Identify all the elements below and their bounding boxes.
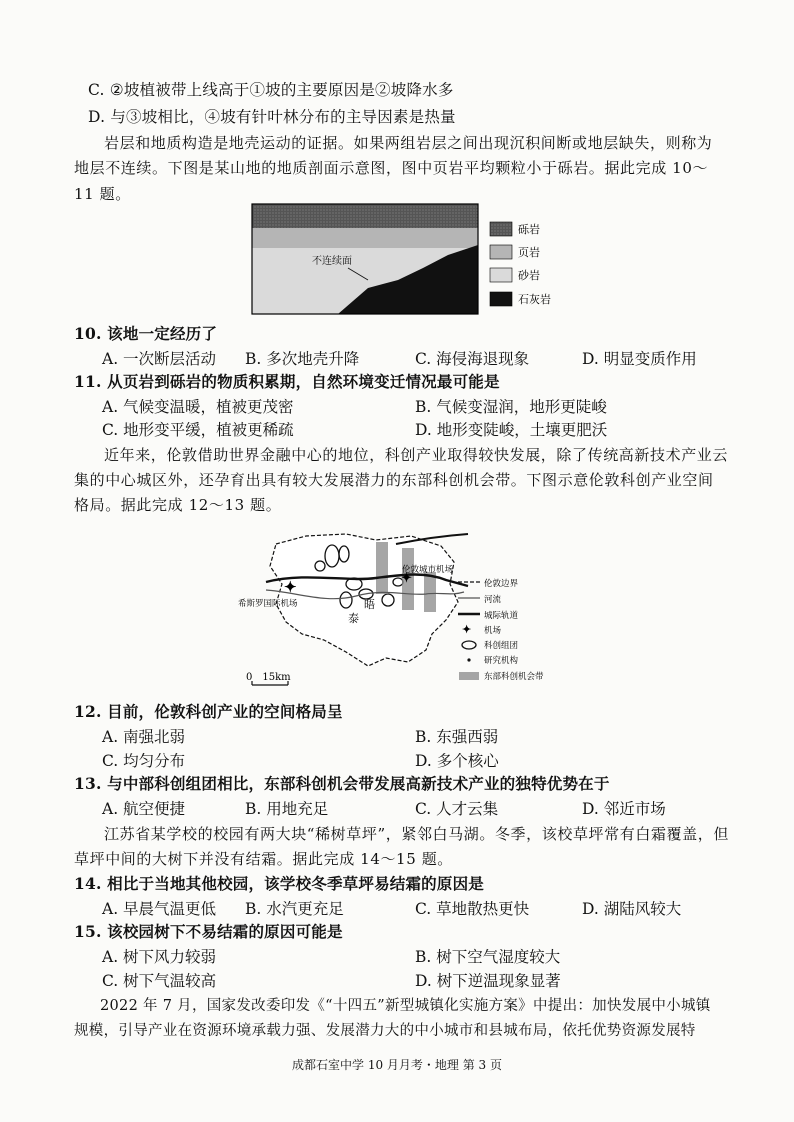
legend-limestone: 石灰岩 [518,293,551,306]
east-opportunity-belt [376,542,388,594]
q14-option-c: C. 草地散热更快 [415,900,530,918]
intro-paragraph-2-line3: 格局。据此完成 12～13 题。 [74,496,282,514]
q11-option-c: C. 地形变平缓，植被更稀疏 [102,421,294,439]
q10-option-d: D. 明显变质作用 [582,350,697,368]
q11-option-d: D. 地形变陡峻，土壤更肥沃 [415,421,608,439]
city-airport-icon: ✦ [401,571,412,586]
q12-option-d: D. 多个核心 [415,752,499,770]
question-11: 11. 从页岩到砾岩的物质积累期，自然环境变迁情况最可能是 [74,372,500,391]
legend-rail: 城际轨道 [484,611,519,621]
q14-option-a: A. 早晨气温更低 [102,900,217,918]
legend-research: 研究机构 [484,656,519,666]
q15-option-b: B. 树下空气湿度较大 [415,948,561,966]
intro-paragraph-3-line2: 草坪中间的大树下并没有结霜。据此完成 14～15 题。 [74,850,453,868]
q15-option-c: C. 树下气温较高 [102,972,217,990]
thames-label-wu: 晤 [364,598,375,611]
q13-option-b: B. 用地充足 [245,800,329,818]
intro-paragraph-2: 近年来，伦敦借助世界金融中心的地位，科创产业取得较快发展，除了传统高新技术产业云 [104,446,729,464]
question-12: 12. 目前，伦敦科创产业的空间格局呈 [74,702,343,721]
q10-option-c: C. 海侵海退现象 [415,350,530,368]
q15-option-a: A. 树下风力较弱 [102,948,217,966]
question-15: 15. 该校园树下不易结霜的原因可能是 [74,922,343,941]
q10-option-b: B. 多次地壳升降 [245,350,360,368]
page-footer: 成都石室中学 10 月月考・地理 第 3 页 [292,1058,502,1072]
intro-paragraph-4: 2022 年 7 月，国家发改委印发《“十四五”新型城镇化实施方案》中提出：加快发展中小城镇 [100,998,711,1014]
intro-paragraph-1-line2: 地层不连续。下图是某山地的地质剖面示意图，图中页岩平均颗粒小于砾岩。据此完成 10～ [74,159,709,177]
legend-tech-cluster: 科创组团 [484,641,519,651]
q14-option-d: D. 湖陆风较大 [582,900,682,918]
q13-option-d: D. 邻近市场 [582,800,666,818]
london-map-figure [236,522,576,692]
legend-airport-icon: ✦ [462,623,472,636]
legend-conglomerate: 砾岩 [518,223,540,236]
east-opportunity-belt [424,572,436,612]
option-d-q9: D. 与③坡相比，④坡有针叶林分布的主导因素是热量 [88,108,456,126]
question-13: 13. 与中部科创组团相比，东部科创机会带发展高新技术产业的独特优势在于 [74,774,610,793]
heathrow-airport-icon: ✦ [284,578,297,596]
question-14: 14. 相比于当地其他校园，该学校冬季草坪易结霜的原因是 [74,874,484,893]
q10-option-a: A. 一次断层活动 [102,350,217,368]
shale-layer [252,228,478,248]
q13-option-a: A. 航空便捷 [102,800,186,818]
unconformity-label: 不连续面 [312,256,352,267]
heathrow-airport-label: 希斯罗国际机场 [238,599,298,609]
q12-option-b: B. 东强西弱 [415,728,499,746]
legend-shale: 页岩 [518,246,540,259]
option-c-q9: C. ②坡植被带上线高于①坡的主要原因是②坡降水多 [88,81,454,99]
intro-paragraph-1-line3: 11 题。 [74,185,131,203]
legend-river: 河流 [484,595,502,605]
question-10: 10. 该地一定经历了 [74,324,218,343]
thames-label-tai: 泰 [348,612,359,625]
q14-option-b: B. 水汽更充足 [245,900,344,918]
q12-option-c: C. 均匀分布 [102,752,186,770]
intro-paragraph-3: 江苏省某学校的校园有两大块“稀树草坪”，紧邻白马湖。冬季，该校草坪常有白霜覆盖，但 [104,825,729,843]
q12-option-a: A. 南强北弱 [102,728,186,746]
legend-east-belt: 东部科创机会带 [484,672,544,682]
legend-sandstone: 砂岩 [518,269,540,282]
intro-paragraph-1: 岩层和地质构造是地壳运动的证据。如果两组岩层之间出现沉积间断或地层缺失，则称为 [104,134,713,152]
intro-paragraph-2-line2: 集的中心城区外，还孕育出具有较大发展潜力的东部科创机会带。下图示意伦敦科创产业空间 [74,471,714,489]
intro-paragraph-4-line2: 规模，引导产业在资源环境承载力强、发展潜力大的中小城市和县城布局，依托优势资源发展特 [74,1023,696,1039]
map-scale: 0 15km [246,672,291,683]
q11-option-a: A. 气候变温暖，植被更茂密 [102,398,294,416]
london-city-airport-label: 伦敦城市机场 [402,565,454,575]
q11-option-b: B. 气候变湿润，地形更陡峻 [415,398,607,416]
legend-airport: 机场 [484,626,502,636]
geologic-section-figure [248,200,578,322]
conglomerate-layer [252,204,478,228]
legend-boundary: 伦敦边界 [484,579,519,589]
q15-option-d: D. 树下逆温现象显著 [415,972,561,990]
q13-option-c: C. 人才云集 [415,800,499,818]
